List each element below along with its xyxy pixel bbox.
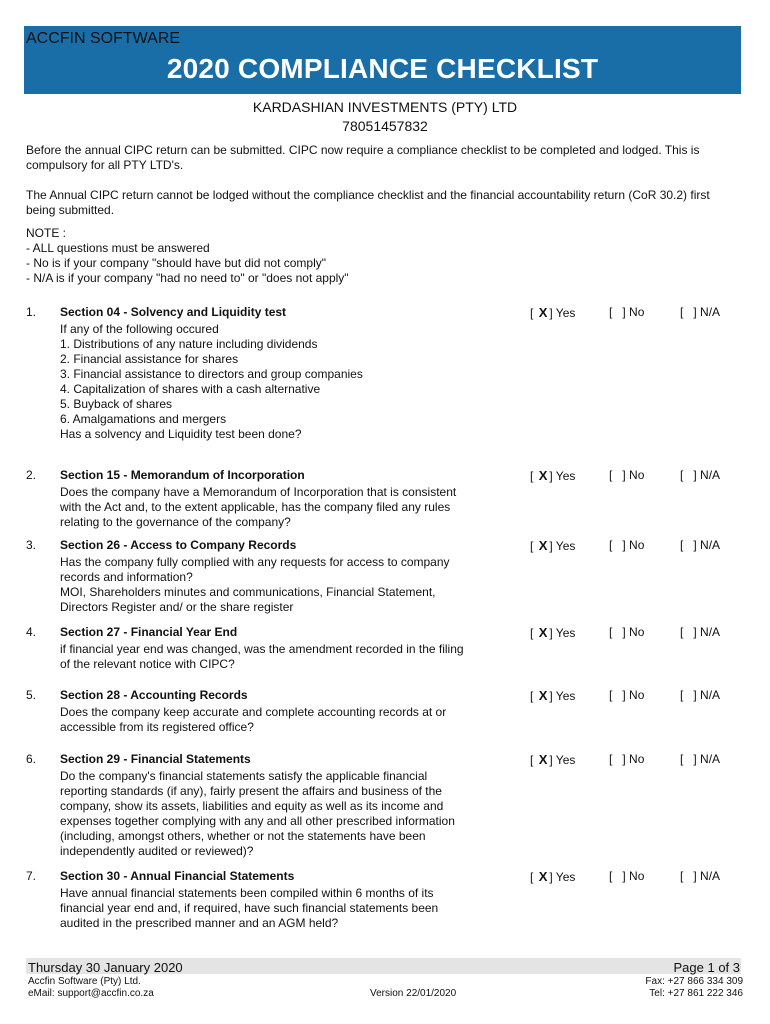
footer-date: Thursday 30 January 2020 bbox=[28, 960, 183, 975]
option-yes-checkbox[interactable]: [ X ] Yes bbox=[530, 305, 576, 320]
option-no-checkbox[interactable]: [ ] No bbox=[609, 752, 645, 766]
option-na-checkbox[interactable]: [ ] N/A bbox=[680, 468, 721, 482]
option-yes-checkbox[interactable]: [ X ] Yes bbox=[530, 468, 576, 483]
intro-paragraph-1: Before the annual CIPC return can be submitted. CIPC now require a compliance checklist to be completed and lodged. This is compulsory for all PTY LTD's. bbox=[26, 143, 700, 172]
option-yes-checkbox[interactable]: [ X ] Yes bbox=[530, 688, 576, 703]
page-title: 2020 COMPLIANCE CHECKLIST bbox=[166, 53, 599, 84]
question-heading: Section 04 - Solvency and Liquidity test bbox=[60, 305, 287, 319]
question-text: if financial year end was changed, was the amendment recorded in the filing of the relevant notice with CIPC? bbox=[60, 642, 464, 671]
question-number: 7. bbox=[26, 869, 37, 883]
company-block bbox=[0, 98, 770, 136]
page-number: Page 1 of 3 bbox=[673, 960, 740, 975]
question-heading: Section 26 - Access to Company Records bbox=[60, 538, 297, 552]
option-yes-checkbox[interactable]: [ X ] Yes bbox=[530, 625, 576, 640]
checked-mark: X bbox=[538, 688, 548, 703]
option-no-checkbox[interactable]: [ ] No bbox=[609, 305, 645, 319]
option-na-checkbox[interactable]: [ ] N/A bbox=[680, 625, 721, 639]
question-text: Do the company's financial statements satisfy the applicable financial reporting standards (if any), fairly present the affairs and business of the company, show its assets, liabilities and equity as well as its income and expenses together complying with any and all other prescribed information (including, amongst others, whether or not the statements have been independently audited or reviewed)? bbox=[60, 769, 455, 858]
question-number: 4. bbox=[26, 625, 37, 639]
option-yes-checkbox[interactable]: [ X ] Yes bbox=[530, 538, 576, 553]
option-na-checkbox[interactable]: [ ] N/A bbox=[680, 305, 721, 319]
checked-mark: X bbox=[538, 468, 548, 483]
question-number: 5. bbox=[26, 688, 37, 702]
question-number: 6. bbox=[26, 752, 37, 766]
question-text: Have annual financial statements been compiled within 6 months of its financial year end and, if required, have such financial statements been audited in the prescribed manner and an AGM held? bbox=[60, 886, 439, 930]
intro-paragraph-2: The Annual CIPC return cannot be lodged without the compliance checklist and the financial accountability return (CoR 30.2) first being submitted. bbox=[26, 188, 710, 217]
option-no-checkbox[interactable]: [ ] No bbox=[609, 625, 645, 639]
option-na-checkbox[interactable]: [ ] N/A bbox=[680, 869, 721, 883]
question-heading: Section 15 - Memorandum of Incorporation bbox=[60, 468, 305, 482]
question-number: 2. bbox=[26, 468, 37, 482]
note-line: - ALL questions must be answered bbox=[26, 241, 210, 255]
option-yes-checkbox[interactable]: [ X ] Yes bbox=[530, 752, 576, 767]
option-no-checkbox[interactable]: [ ] No bbox=[609, 538, 645, 552]
checked-mark: X bbox=[538, 538, 548, 553]
option-yes-checkbox[interactable]: [ X ] Yes bbox=[530, 869, 576, 884]
question-heading: Section 27 - Financial Year End bbox=[60, 625, 238, 639]
question-heading: Section 29 - Financial Statements bbox=[60, 752, 251, 766]
question-heading: Section 30 - Annual Financial Statements bbox=[60, 869, 295, 883]
question-heading: Section 28 - Accounting Records bbox=[60, 688, 248, 702]
option-na-checkbox[interactable]: [ ] N/A bbox=[680, 688, 721, 702]
note-line: - N/A is if your company "had no need to" or "does not apply" bbox=[26, 271, 349, 285]
footer-email: eMail: support@accfin.co.za bbox=[28, 988, 154, 999]
company-number: 78051457832 bbox=[342, 118, 428, 134]
footer-fax: Fax: +27 866 334 309 bbox=[645, 976, 743, 987]
footer-tel: Tel: +27 861 222 346 bbox=[649, 988, 743, 999]
checked-mark: X bbox=[538, 869, 548, 884]
question-number: 1. bbox=[26, 305, 37, 319]
option-na-checkbox[interactable]: [ ] N/A bbox=[680, 538, 721, 552]
option-no-checkbox[interactable]: [ ] No bbox=[609, 468, 645, 482]
note-title: NOTE : bbox=[26, 226, 67, 240]
option-na-checkbox[interactable]: [ ] N/A bbox=[680, 752, 721, 766]
question-text: Does the company have a Memorandum of Incorporation that is consistent with the Act and, to the extent applicable, has the company filed any rules relating to the governance of the company? bbox=[60, 485, 457, 529]
question-text: If any of the following occured 1. Distributions of any nature including dividends 2. Financial assistance for shares 3. Financial assistance to directors and group companies 4. Capitalization of shares with a cash alternative 5. Buyback of shares 6. Amalgamations and mergers Has a solvency and Liquidity test been done? bbox=[60, 322, 363, 441]
note-line: - No is if your company "should have but did not comply" bbox=[26, 256, 326, 270]
note-block bbox=[26, 226, 349, 286]
header-banner bbox=[24, 26, 741, 94]
option-no-checkbox[interactable]: [ ] No bbox=[609, 869, 645, 883]
question-number: 3. bbox=[26, 538, 37, 552]
brand-name: ACCFIN SOFTWARE bbox=[26, 30, 181, 47]
question-text: Has the company fully complied with any requests for access to company records and information? MOI, Shareholders minutes and communications, Financial Statement, Directors Register and/ or the share register bbox=[60, 555, 450, 614]
checked-mark: X bbox=[538, 305, 548, 320]
option-no-checkbox[interactable]: [ ] No bbox=[609, 688, 645, 702]
company-name: KARDASHIAN INVESTMENTS (PTY) LTD bbox=[252, 99, 518, 115]
question-text: Does the company keep accurate and complete accounting records at or accessible from its registered office? bbox=[60, 705, 447, 734]
footer-company: Accfin Software (Pty) Ltd. bbox=[28, 976, 141, 987]
footer-version: Version 22/01/2020 bbox=[370, 988, 457, 999]
checked-mark: X bbox=[538, 625, 548, 640]
checked-mark: X bbox=[538, 752, 548, 767]
